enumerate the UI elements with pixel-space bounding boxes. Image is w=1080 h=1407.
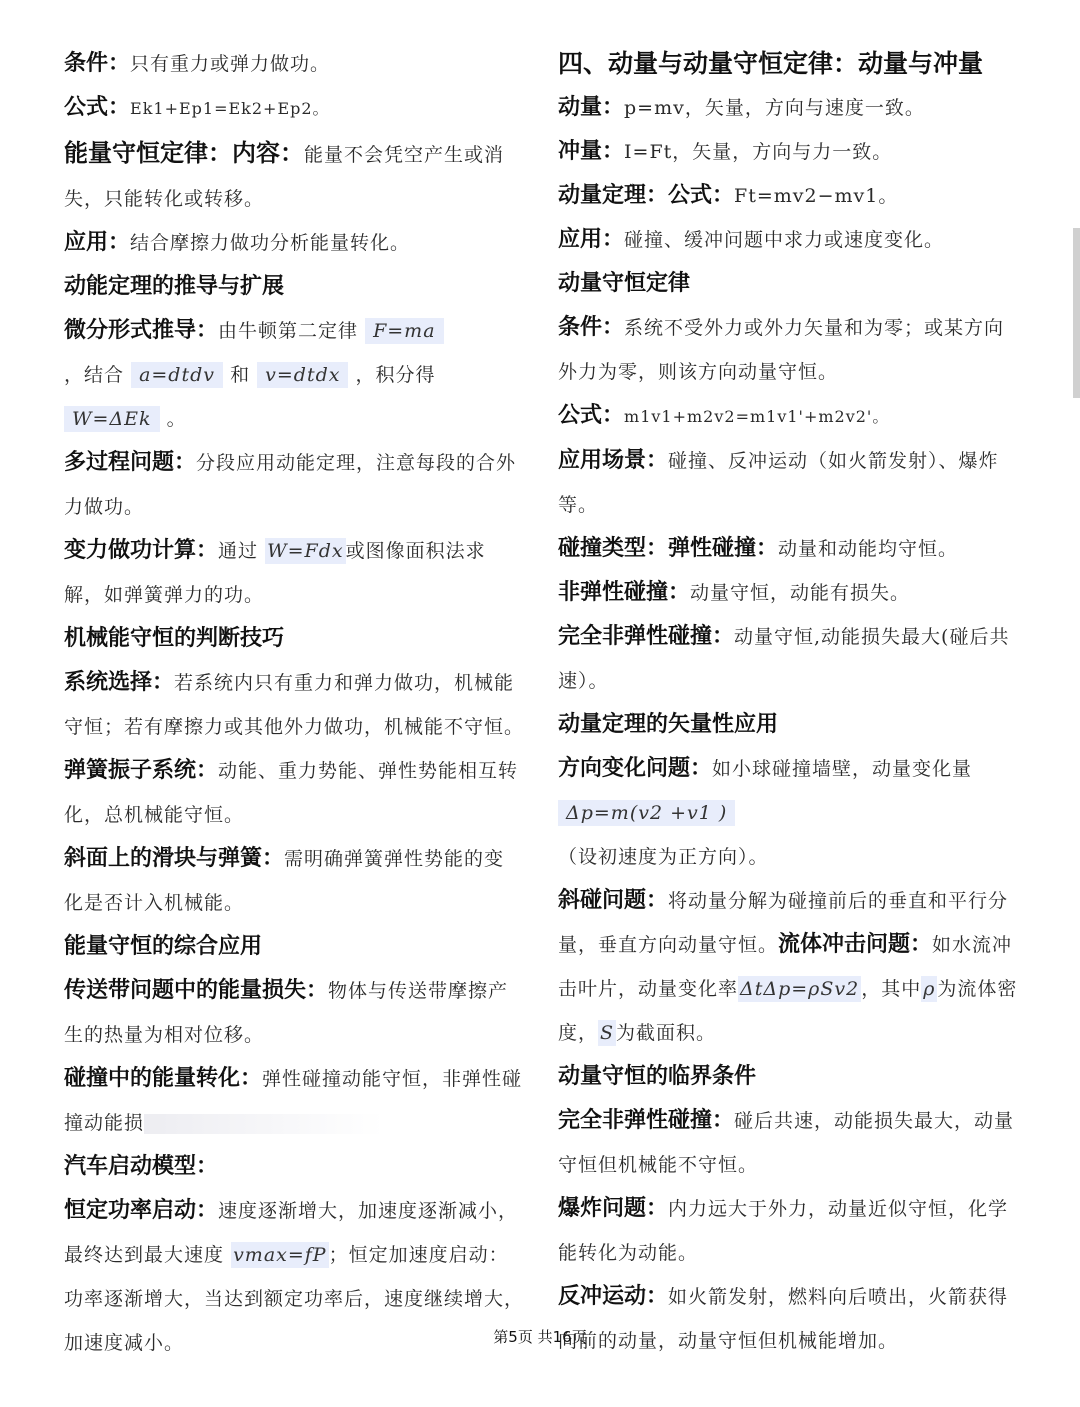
formula-line: 公式：m1v1+m2v2=m1v1'+m2v2'。 (558, 403, 890, 428)
math-formula: a=dtdv (131, 362, 223, 388)
collision-energy-line: 碰撞中的能量转化：弹性碰撞动能守恒，非弹性碰撞动能损 (64, 1066, 523, 1134)
constant-power-line: 恒定功率启动：速度逐渐增大，加速度逐渐减小，最终达到最大速度 vmax=fP ；恒定加速度启动：功率逐渐增大，当达到额定功率后，速度继续增大，加速度减小。 (64, 1198, 525, 1354)
slope-spring-line: 斜面上的滑块与弹簧：需明确弹簧弹性势能的变化是否计入机械能。 (64, 846, 505, 914)
section-heading: 机械能守恒的判断技巧 (64, 626, 285, 651)
inelastic-collision-line: 非弹性碰撞：动量守恒，动能有损失。 (558, 580, 911, 605)
critical-inelastic-line: 完全非弹性碰撞：碰后共速，动能损失最大，动量守恒但机械能不守恒。 (558, 1108, 1015, 1176)
variable-force-line: 变力做功计算：通过 W=Fdx 或图像面积法求解，如弹簧弹力的功。 (64, 538, 486, 606)
elastic-collision-line: 碰撞类型：弹性碰撞：动量和动能均守恒。 (558, 536, 959, 561)
chapter-heading: 四、动量与动量守恒定律：动量与冲量 (558, 49, 984, 78)
multi-process-line: 多过程问题：分段应用动能定理，注意每段的合外力做功。 (64, 450, 517, 518)
left-column (64, 42, 524, 1365)
section-heading: 动量守恒的临界条件 (558, 1064, 757, 1089)
oblique-collision-line: 斜碰问题：将动量分解为碰撞前后的垂直和平行分量，垂直方向动量守恒。流体冲击问题：如水流冲击叶片，动量变化率 ΔtΔp=ρSv2 ，其中 ρ 为流体密度， S 为截面积。 (558, 888, 1018, 1044)
formula-line: 公式：Ek1+Ep1=Ek2+Ep2。 (64, 95, 330, 120)
application-line: 应用：碰撞、缓冲问题中求力或速度变化。 (558, 227, 945, 252)
math-formula: S (600, 1022, 615, 1044)
math-formula: W=ΔEk (64, 406, 160, 432)
fade-overlay (144, 1114, 384, 1134)
recoil-line: 反冲运动：如火箭发射，燃料向后喷出，火箭获得向前的动量，动量守恒但机械能增加。 (558, 1284, 1009, 1352)
math-formula: ΔtΔp=ρSv2 (740, 978, 860, 1000)
right-column (558, 42, 1018, 1363)
momentum-line: 动量：p=mv，矢量，方向与速度一致。 (558, 95, 925, 120)
math-formula: F=ma (365, 318, 443, 344)
scenario-line: 应用场景：碰撞、反冲运动（如火箭发射）、爆炸等。 (558, 448, 999, 516)
perfectly-inelastic-line: 完全非弹性碰撞：动量守恒,动能损失最大(碰后共速）。 (558, 624, 1010, 692)
explosion-line: 爆炸问题：内力远大于外力，动量近似守恒，化学能转化为动能。 (558, 1196, 1009, 1264)
application-line: 应用：结合摩擦力做功分析能量转化。 (64, 230, 411, 255)
section-heading: 动量定理的矢量性应用 (558, 712, 779, 737)
math-formula: W=Fdx (267, 540, 344, 562)
section-heading: 能量守恒的综合应用 (64, 934, 263, 959)
momentum-theorem-line: 动量定理：公式：Ft=mv2−mv1。 (558, 183, 899, 208)
system-choice-line: 系统选择：若系统内只有重力和弹力做功，机械能守恒；若有摩擦力或其他外力做功，机械能不守恒。 (64, 670, 525, 738)
math-formula: vmax=fP (233, 1244, 327, 1266)
energy-conservation-line: 能量守恒定律：内容：能量不会凭空产生或消失，只能转化或转移。 (64, 139, 505, 210)
condition-line: 条件：只有重力或弹力做功。 (64, 51, 331, 76)
math-formula: ρ (923, 978, 936, 1000)
spring-oscillator-line: 弹簧振子系统：动能、重力势能、弹性势能相互转化，总机械能守恒。 (64, 758, 519, 826)
condition-line: 条件：系统不受外力或外力矢量和为零；或某方向外力为零，则该方向动量守恒。 (558, 315, 1005, 383)
section-heading: 汽车启动模型： (64, 1154, 219, 1179)
direction-change-line: 方向变化问题：如小球碰撞墙壁，动量变化量 Δp=m(v2 +v1 ) （设初速度为正方向）。 (558, 756, 973, 868)
section-heading: 动量守恒定律 (558, 271, 691, 296)
math-formula: Δp=m(v2 +v1 ) (558, 800, 735, 826)
derivation-line: 微分形式推导：由牛顿第二定律 F=ma ，结合 a=dtdv 和 v=dtdx ，积分得 W=ΔEk 。 (64, 309, 524, 441)
scrollbar[interactable] (1073, 228, 1080, 398)
math-formula: v=dtdx (257, 362, 348, 388)
page-number: 第5页 共16页 (493, 1328, 587, 1346)
impulse-line: 冲量：I=Ft，矢量，方向与力一致。 (558, 139, 893, 164)
conveyor-line: 传送带问题中的能量损失：物体与传送带摩擦产生的热量为相对位移。 (64, 978, 509, 1046)
section-heading: 动能定理的推导与扩展 (64, 274, 285, 299)
